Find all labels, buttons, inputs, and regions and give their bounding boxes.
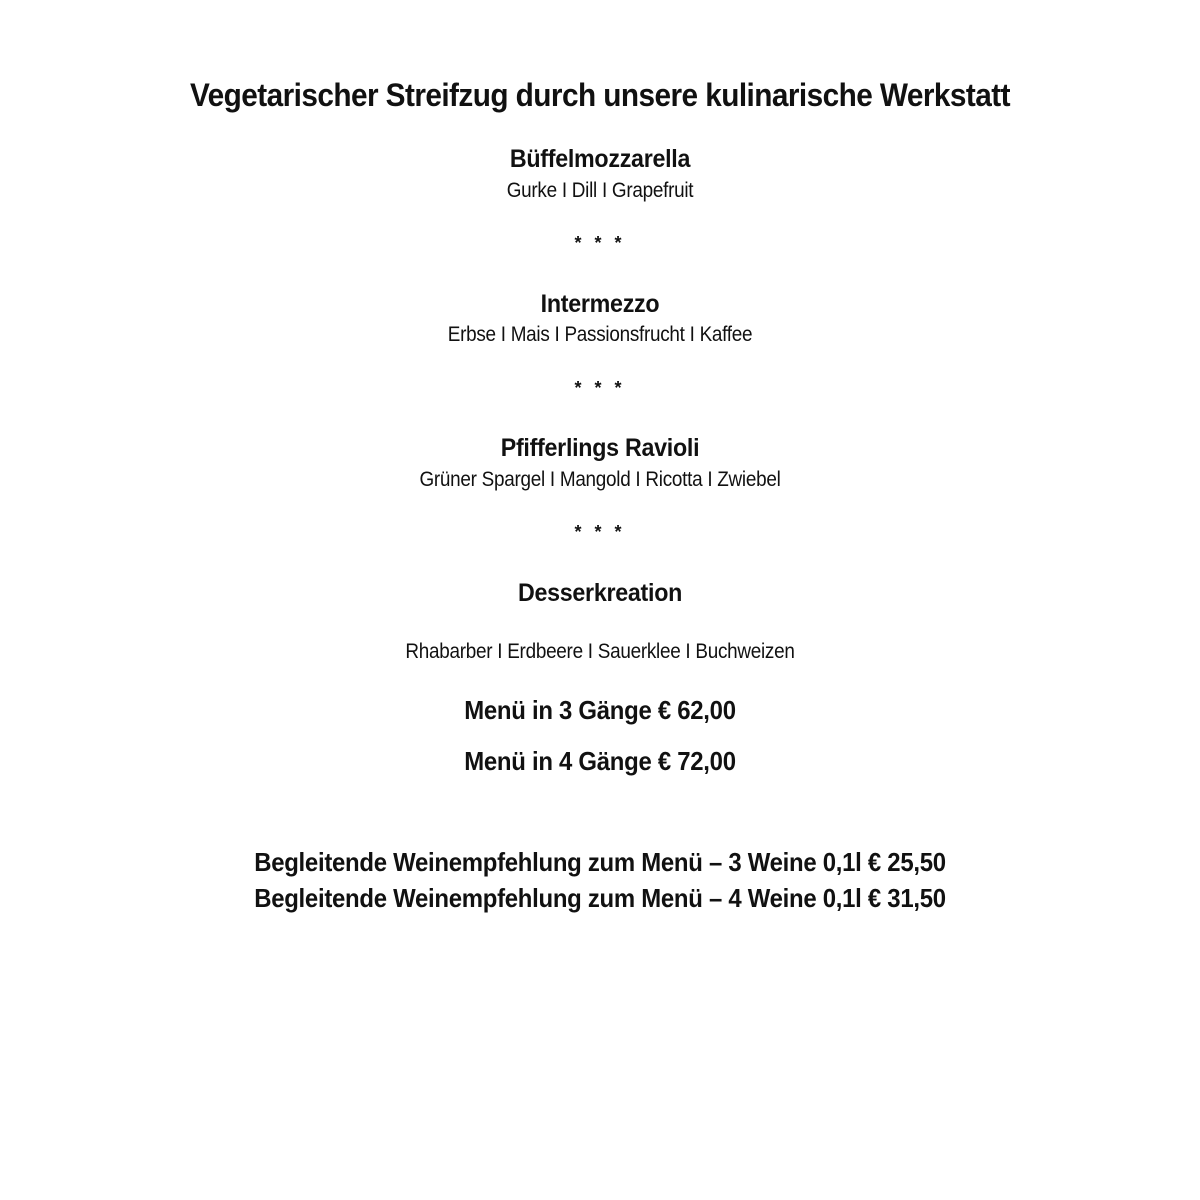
separator-3: * * * xyxy=(574,522,626,542)
course-2-description: Erbse I Mais I Passionsfrucht I Kaffee xyxy=(447,323,753,346)
course-2-name: Intermezzo xyxy=(540,290,660,318)
course-4-description: Rhabarber I Erdbeere I Sauerklee I Buchweizen xyxy=(405,640,795,663)
course-3-description: Grüner Spargel I Mangold I Ricotta I Zwiebel xyxy=(419,468,781,491)
course-4-name: Desserkreation xyxy=(517,579,683,607)
wine-pairing-3: Begleitende Weinempfehlung zum Menü – 3 Weine 0,1l € 25,50 xyxy=(254,847,946,877)
separator-1: * * * xyxy=(574,233,626,253)
course-3-name: Pfifferlings Ravioli xyxy=(500,434,700,462)
price-3-courses: Menü in 3 Gänge € 62,00 xyxy=(464,695,736,725)
price-4-courses: Menü in 4 Gänge € 72,00 xyxy=(464,746,736,776)
course-1-description: Gurke I Dill I Grapefruit xyxy=(506,179,694,202)
wine-pairing-4: Begleitende Weinempfehlung zum Menü – 4 Weine 0,1l € 31,50 xyxy=(254,883,946,913)
menu-title: Vegetarischer Streifzug durch unsere kulinarische Werkstatt xyxy=(190,77,1010,113)
separator-2: * * * xyxy=(574,378,626,398)
course-1-name: Büffelmozzarella xyxy=(509,145,691,173)
